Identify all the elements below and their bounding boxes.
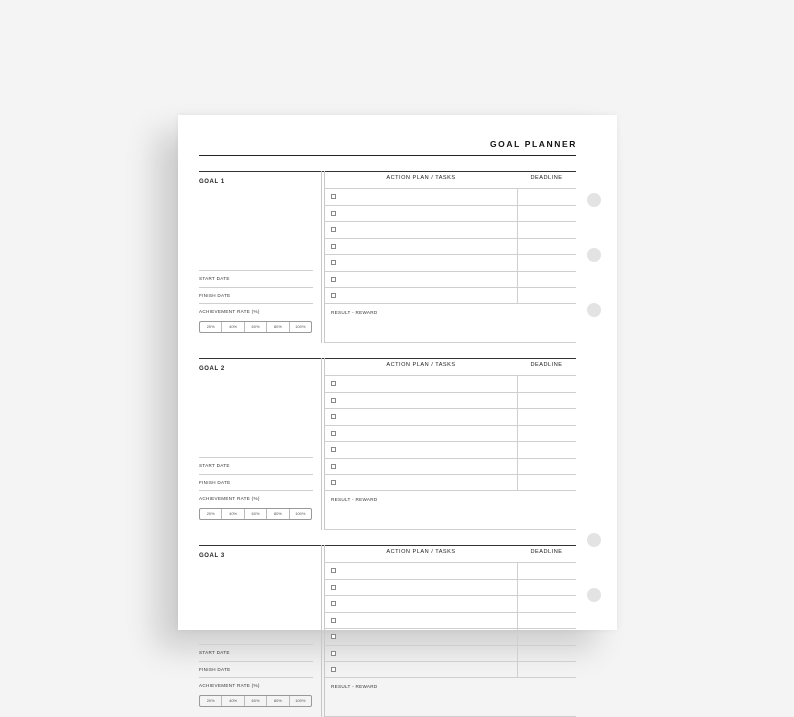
deadline-divider	[517, 613, 518, 629]
task-checkbox[interactable]	[331, 381, 336, 386]
result-reward-label: RESULT - REWARD	[331, 310, 378, 315]
achievement-rate-scale	[199, 321, 312, 333]
task-row[interactable]	[325, 254, 576, 271]
section-bottom-rule	[325, 529, 576, 530]
action-plan-column	[325, 171, 576, 343]
achievement-rate-option[interactable]: 80%	[267, 509, 289, 519]
goal-section	[199, 171, 576, 343]
task-checkbox[interactable]	[331, 414, 336, 419]
task-row[interactable]	[325, 628, 576, 645]
task-row[interactable]	[325, 271, 576, 288]
result-reward-label: RESULT - REWARD	[331, 684, 378, 689]
start-date-label: START DATE	[199, 650, 230, 655]
result-rule	[325, 303, 576, 304]
goal-section	[199, 545, 576, 717]
task-checkbox[interactable]	[331, 398, 336, 403]
finish-date-field[interactable]	[199, 287, 313, 304]
result-rule	[325, 677, 576, 678]
start-date-field[interactable]	[199, 270, 313, 287]
finish-date-label: FINISH DATE	[199, 293, 231, 298]
deadline-divider	[517, 596, 518, 612]
start-date-label: START DATE	[199, 463, 230, 468]
deadline-divider	[517, 662, 518, 678]
task-checkbox[interactable]	[331, 618, 336, 623]
task-row[interactable]	[325, 238, 576, 255]
achievement-rate-scale	[199, 508, 312, 520]
goal-info-column	[199, 171, 323, 343]
task-row[interactable]	[325, 612, 576, 629]
task-row[interactable]	[325, 441, 576, 458]
achievement-rate-option[interactable]: 60%	[245, 509, 267, 519]
deadline-divider	[517, 426, 518, 442]
goal-title: GOAL 2	[199, 366, 225, 372]
deadline-divider	[517, 580, 518, 596]
task-checkbox[interactable]	[331, 651, 336, 656]
achievement-rate-option[interactable]: 20%	[200, 509, 222, 519]
task-row[interactable]	[325, 425, 576, 442]
start-date-field[interactable]	[199, 457, 313, 474]
achievement-rate-label: ACHIEVEMENT RATE (%)	[199, 309, 260, 314]
task-checkbox[interactable]	[331, 431, 336, 436]
goal-title: GOAL 1	[199, 179, 225, 185]
task-row[interactable]	[325, 458, 576, 475]
action-plan-header: ACTION PLAN / TASKS	[386, 549, 456, 555]
title-rule	[199, 155, 576, 156]
task-checkbox[interactable]	[331, 601, 336, 606]
achievement-rate-option[interactable]: 100%	[295, 511, 306, 516]
deadline-divider	[517, 222, 518, 238]
achievement-rate-option[interactable]: 100%	[295, 324, 306, 329]
task-row[interactable]	[325, 375, 576, 392]
action-plan-header: ACTION PLAN / TASKS	[386, 362, 456, 368]
deadline-divider	[517, 459, 518, 475]
divider	[199, 677, 313, 679]
column-divider	[321, 358, 322, 530]
action-plan-header: ACTION PLAN / TASKS	[386, 175, 456, 181]
binder-hole-icon	[587, 588, 601, 602]
task-checkbox[interactable]	[331, 480, 336, 485]
achievement-rate-scale	[199, 695, 312, 707]
task-row[interactable]	[325, 287, 576, 304]
deadline-divider	[517, 563, 518, 579]
task-checkbox[interactable]	[331, 211, 336, 216]
deadline-header: DEADLINE	[530, 175, 563, 181]
deadline-divider	[517, 629, 518, 645]
task-row[interactable]	[325, 645, 576, 662]
deadline-header: DEADLINE	[530, 549, 563, 555]
binder-hole-icon	[587, 533, 601, 547]
task-row[interactable]	[325, 595, 576, 612]
achievement-rate-option[interactable]: 40%	[222, 696, 244, 706]
achievement-rate-option[interactable]: 20%	[200, 696, 222, 706]
achievement-rate-label: ACHIEVEMENT RATE (%)	[199, 496, 260, 501]
achievement-rate-option[interactable]: 60%	[245, 696, 267, 706]
task-checkbox[interactable]	[331, 244, 336, 249]
page-title: GOAL PLANNER	[489, 139, 577, 149]
planner-page	[178, 115, 617, 703]
task-checkbox[interactable]	[331, 667, 336, 672]
deadline-divider	[517, 442, 518, 458]
achievement-rate-option[interactable]: 40%	[222, 509, 244, 519]
binder-hole-icon	[587, 248, 601, 262]
column-divider	[321, 171, 322, 343]
start-date-label: START DATE	[199, 276, 230, 281]
task-checkbox[interactable]	[331, 277, 336, 282]
deadline-divider	[517, 376, 518, 392]
task-checkbox[interactable]	[331, 227, 336, 232]
task-checkbox[interactable]	[331, 634, 336, 639]
divider	[199, 303, 313, 305]
deadline-divider	[517, 239, 518, 255]
deadline-divider	[517, 272, 518, 288]
goal-title: GOAL 3	[199, 553, 225, 559]
task-checkbox[interactable]	[331, 447, 336, 452]
deadline-divider	[517, 255, 518, 271]
goal-info-column	[199, 545, 323, 717]
achievement-rate-option[interactable]: 40%	[222, 322, 244, 332]
task-checkbox[interactable]	[331, 568, 336, 573]
goal-section	[199, 358, 576, 530]
task-row[interactable]	[325, 474, 576, 491]
binder-hole-icon	[587, 193, 601, 207]
binder-hole-icon	[587, 303, 601, 317]
achievement-rate-option[interactable]: 20%	[200, 322, 222, 332]
task-checkbox[interactable]	[331, 464, 336, 469]
finish-date-field[interactable]	[199, 474, 313, 491]
achievement-rate-option[interactable]: 100%	[295, 698, 306, 703]
deadline-divider	[517, 206, 518, 222]
task-checkbox[interactable]	[331, 260, 336, 265]
deadline-divider	[517, 409, 518, 425]
achievement-rate-label: ACHIEVEMENT RATE (%)	[199, 683, 260, 688]
action-plan-column	[325, 358, 576, 530]
result-rule	[325, 490, 576, 491]
task-checkbox[interactable]	[331, 293, 336, 298]
deadline-divider	[517, 393, 518, 409]
action-plan-column	[325, 545, 576, 717]
deadline-divider	[517, 189, 518, 205]
result-reward-label: RESULT - REWARD	[331, 497, 378, 502]
deadline-divider	[517, 288, 518, 304]
finish-date-field[interactable]	[199, 661, 313, 678]
deadline-header: DEADLINE	[530, 362, 563, 368]
achievement-rate-option[interactable]: 60%	[245, 322, 267, 332]
task-row[interactable]	[325, 408, 576, 425]
start-date-field[interactable]	[199, 644, 313, 661]
task-checkbox[interactable]	[331, 194, 336, 199]
goal-info-column	[199, 358, 323, 530]
divider	[199, 490, 313, 492]
deadline-divider	[517, 475, 518, 491]
deadline-divider	[517, 646, 518, 662]
finish-date-label: FINISH DATE	[199, 480, 231, 485]
task-row[interactable]	[325, 205, 576, 222]
achievement-rate-option[interactable]: 80%	[267, 322, 289, 332]
section-bottom-rule	[325, 342, 576, 343]
task-row[interactable]	[325, 221, 576, 238]
column-divider	[321, 545, 322, 717]
task-row[interactable]	[325, 392, 576, 409]
achievement-rate-option[interactable]: 80%	[267, 696, 289, 706]
finish-date-label: FINISH DATE	[199, 667, 231, 672]
task-row[interactable]	[325, 562, 576, 579]
task-row[interactable]	[325, 188, 576, 205]
task-row[interactable]	[325, 661, 576, 678]
task-row[interactable]	[325, 579, 576, 596]
task-checkbox[interactable]	[331, 585, 336, 590]
